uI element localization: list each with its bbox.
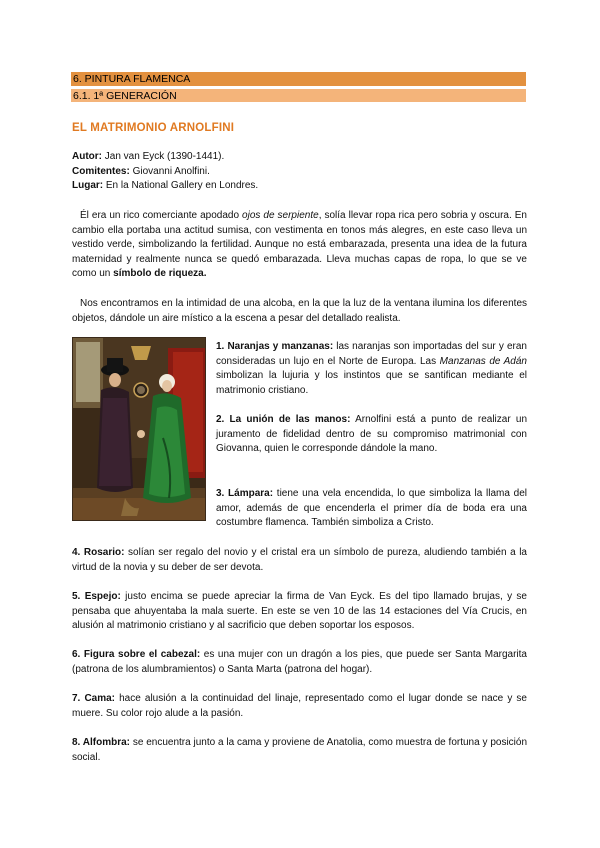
- item-4-label: 4. Rosario:: [72, 547, 125, 558]
- p1-bold: símbolo de riqueza.: [113, 268, 207, 279]
- author-label: Autor:: [72, 151, 102, 162]
- item-2-hands: [216, 413, 527, 457]
- item-7-label: 7. Cama:: [72, 693, 116, 704]
- item-8-carpet: [72, 736, 527, 765]
- place-value: En la National Gallery en Londres.: [103, 180, 259, 191]
- item-6-text: es una mujer con un dragón a los pies, que puede ser Santa Margarita (patrona de los alumbramientos) o Santa Marta (patrona del hogar).: [72, 649, 527, 675]
- item-8-label: 8. Alfombra:: [72, 737, 131, 748]
- p1-text-a: Él era un rico comerciante apodado: [80, 210, 243, 221]
- item-1-text-b: simbolizan la lujuria y los instintos que se santifican mediante el matrimonio cristiano.: [216, 370, 527, 396]
- item-4-rosary: [72, 546, 527, 575]
- place-label: Lugar:: [72, 180, 104, 191]
- item-1-label: 1. Naranjas y manzanas:: [216, 341, 334, 352]
- item-2-label: 2. La unión de las manos:: [216, 414, 351, 425]
- patrons-line: [72, 165, 258, 180]
- intro-paragraph-1: [72, 209, 527, 282]
- item-1-text-a: las naranjas son importadas del sur y eran consideradas un lujo en el Norte de Europa. Las: [216, 341, 527, 367]
- p1-italic: ojos de serpiente: [242, 210, 319, 221]
- patrons-value: Giovanni Anolfini.: [129, 165, 210, 177]
- item-5-text: justo encima se puede apreciar la firma de Van Eyck. Es del tipo llamado brujas, y se pensaba que ahuyentaba la mala suerte. En este se ven 10 de las 14 estaciones del Vía Crucis, en alusión al matrimonio cristiano y al sacrificio que deben soportar los esposos.: [72, 591, 527, 631]
- subsection-heading: 6.1. 1ª GENERACIÓN: [71, 88, 526, 102]
- author-line: [72, 150, 258, 165]
- item-1-oranges-apples: [216, 340, 527, 398]
- artwork-title: EL MATRIMONIO ARNOLFINI: [72, 122, 235, 134]
- item-1-italic: Manzanas de Adán: [439, 355, 527, 367]
- item-7-bed: [72, 692, 527, 721]
- item-3-label: 3. Lámpara:: [216, 488, 274, 499]
- intro-paragraph-2: Nos encontramos en la intimidad de una alcoba, en la que la luz de la ventana ilumina los diferentes objetos, dándole un aire místico a la escena a pesar del detallado realista.: [72, 298, 527, 324]
- place-line: [72, 179, 258, 194]
- item-5-label: 5. Espejo:: [72, 591, 121, 602]
- item-6-label: 6. Figura sobre el cabezal:: [72, 649, 201, 660]
- item-7-text: hace alusión a la continuidad del linaje, representado como el lugar donde se nace y se muere. Su color rojo alude a la pasión.: [72, 693, 527, 719]
- item-3-text: tiene una vela encendida, lo que simboliza la llama del amor, además de que encenderla el primer día de boda era una costumbre flamenca. También simboliza a Cristo.: [216, 488, 527, 528]
- author-value: Jan van Eyck (1390-1441).: [102, 151, 225, 162]
- section-heading: 6. PINTURA FLAMENCA: [71, 72, 526, 86]
- item-5-mirror: [72, 590, 527, 634]
- p1-text-b: , solía llevar ropa rica pero sobria y oscura. En cambio ella portaba una actitud sumisa, con vestimenta en tonos más alegres, en este caso lleva un vestido verde, simbolizando la fertilidad. Aunque no está embarazada, presenta una idea de la futura maternidad y realmente nunca se quedó embarazada. Lleva muchas capas de ropa, lo que se ve como un: [72, 210, 527, 279]
- item-4-text: solían ser regalo del novio y el cristal era un símbolo de pureza, aludiendo también a la virtud de la novia y su deber de ser devota.: [72, 547, 527, 573]
- item-6-headboard-figure: [72, 648, 527, 677]
- item-3-lamp: [216, 487, 527, 531]
- item-8-text: se encuentra junto a la cama y proviene de Anatolia, como muestra de fortuna y posición social.: [72, 737, 528, 763]
- patrons-label: Comitentes:: [72, 165, 130, 177]
- arnolfini-painting-image: [72, 337, 206, 521]
- item-2-text: Arnolfini está a punto de realizar un juramento de fidelidad dentro de su compromiso matrimonial con Giovanna, quien le corresponde dándole la mano.: [216, 414, 528, 454]
- artwork-metadata: [72, 150, 258, 194]
